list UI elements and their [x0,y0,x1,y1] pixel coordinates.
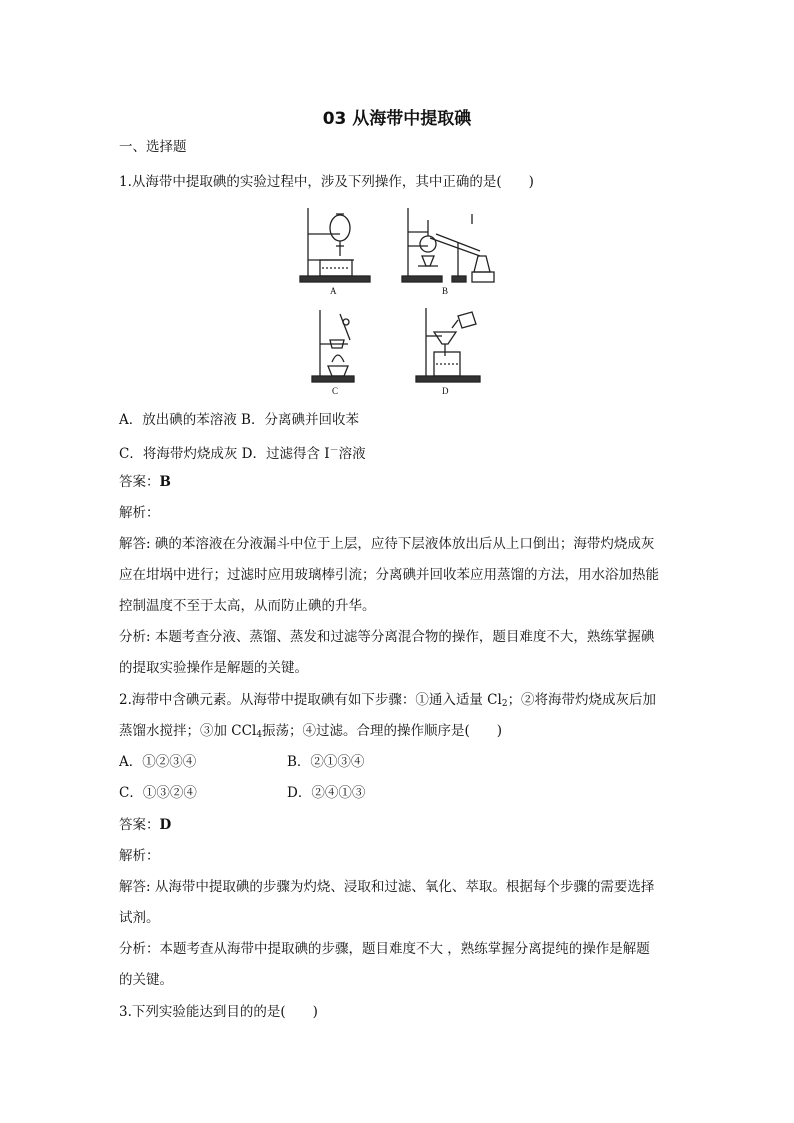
q1-options-cd: C．将海带灼烧成灰 D．过滤得含 I－溶液 [119,446,366,462]
figure-label-d: D [442,386,449,396]
q2-option-d: D．②④①③ [287,785,366,801]
q2-answer-value: D [159,817,172,833]
q2-explain-line: 解答: 从海带中提取碘的步骤为灼烧、浸取和过滤、氧化、萃取。根据每个步骤的需要选择 [119,879,655,895]
q2-option-c: C．①③②④ [119,785,197,801]
q1-answer-value: B [159,474,171,490]
q1-explain-line: 控制温度不至于太高，从而防止碘的升华。 [119,598,376,614]
q2-option-b: B．②①③④ [287,754,365,770]
apparatus-c-crucible-burning [310,304,362,384]
q2-stem-line2: 蒸馏水搅拌；③加 CCl$_4$振荡；④过滤。合理的操作顺序是( ) [119,723,503,740]
apparatus-d-filtration [412,302,486,384]
figure-label-c: C [332,386,339,396]
q1-analysis-label: 解析： [119,505,160,521]
q2-option-a: A．①②③④ [119,754,197,770]
q2-analysis-line: 的关键。 [119,972,173,988]
q1-options-ab: A．放出碘的苯溶液 B．分离碘并回收苯 [119,412,359,428]
apparatus-b-distillation [400,204,500,286]
q2-explain-line: 试剂。 [119,910,160,926]
section-heading: 一、选择题 [119,139,187,155]
q1-analysis-line: 的提取实验操作是解题的关键。 [119,660,308,676]
q2-answer: 答案：D [119,817,172,833]
q2-analysis-line: 分析：本题考查从海带中提取碘的步骤，题目难度不大 ，熟练掌握分离提纯的操作是解题 [119,941,650,957]
q1-explain-line: 应在坩埚中进行；过滤时应用玻璃棒引流；分离碘并回收苯应用蒸馏的方法，用水浴加热能 [119,567,659,583]
figure-label-b: B [442,286,449,296]
q2-stem-line1: 2.海带中含碘元素。从海带中提取碘有如下步骤：①通入适量 $Cl_2$；②将海带灼烧成灰后加 [119,692,657,709]
q1-analysis-line: 分析: 本题考查分液、蒸馏、蒸发和过滤等分离混合物的操作，题目难度不大，熟练掌握碘 [119,629,655,645]
q2-analysis-label: 解析： [119,848,160,864]
q1-explain-line: 解答: 碘的苯溶液在分液漏斗中位于上层，应待下层液体放出后从上口倒出；海带灼烧成灰 [119,536,655,552]
apparatus-a-separatory-funnel [296,204,376,286]
q1-answer: 答案：B [119,474,171,490]
q3-stem: 3.下列实验能达到目的的是( ) [119,1004,318,1020]
q1-stem: 1.从海带中提取碘的实验过程中，涉及下列操作，其中正确的是( ) [119,174,534,190]
figure-label-a: A [330,286,337,296]
document-title: 03 从海带中提取碘 [322,109,472,129]
